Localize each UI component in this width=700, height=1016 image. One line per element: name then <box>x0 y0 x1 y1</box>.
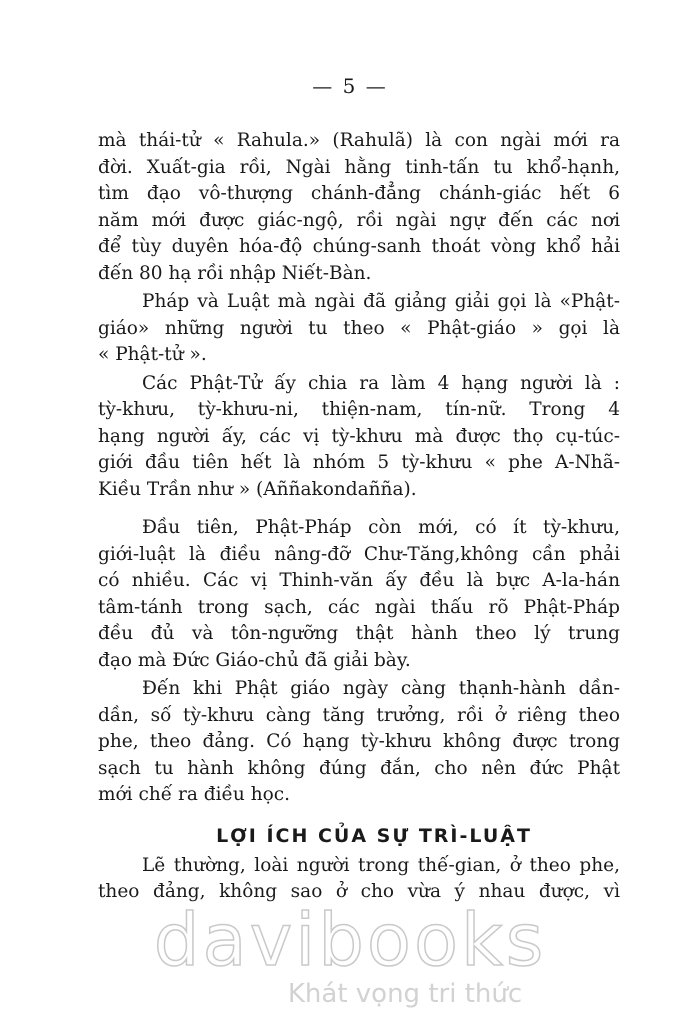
paragraph-4 <box>98 515 620 674</box>
text-line: Kiều Trần như » (Aññakondañña). <box>98 478 417 500</box>
text-line: theo đảng, không sao ở cho vừa ý nhau được, vì <box>98 881 620 902</box>
text-line: phe, theo đảng. Có hạng tỳ-khưu không được trong <box>98 731 620 752</box>
watermark-tagline: Khát vọng tri thức <box>287 979 523 1009</box>
text-line: giáo» những người tu theo « Phật-giáo » gọi là <box>98 317 620 339</box>
text-line: đều đủ và tôn-ngưỡng thật hành theo lý trung <box>98 623 620 644</box>
text-line: tâm-tánh trong sạch, các ngài thấu rõ Phật-Pháp <box>98 596 620 618</box>
text-line: mà thái-tử « Rahula.» (Rahulã) là con ngài mới ra <box>98 130 620 151</box>
text-line: đến 80 hạ rồi nhập Niết-Bàn. <box>98 262 372 284</box>
section-heading: LỢI ÍCH CỦA SỰ TRÌ-LUẬT <box>216 824 532 847</box>
text-line: hạng người ấy, các vị tỳ-khưu mà được thọ cụ-túc- <box>98 425 620 447</box>
text-line: có nhiều. Các vị Thinh-văn ấy đều là bực A-la-hán <box>98 570 620 591</box>
watermark-brand: davibooks <box>153 898 547 982</box>
text-line: Các Phật-Tử ấy chia ra làm 4 hạng người là : <box>142 372 620 394</box>
text-line: đời. Xuất-gia rồi, Ngài hằng tinh-tấn tu khổ-hạnh, <box>98 156 620 178</box>
text-line: tỳ-khưu, tỳ-khưu-ni, thiện-nam, tín-nữ. Trong 4 <box>98 399 620 420</box>
page-number: — 5 — <box>312 74 388 98</box>
paragraph-5 <box>98 676 620 809</box>
text-line: Lẽ thường, loài người trong thế-gian, ở theo phe, <box>142 854 620 876</box>
text-line: giới đầu tiên hết là nhóm 5 tỳ-khưu « phe A-Nhã- <box>98 452 620 473</box>
text-line: Pháp và Luật mà ngài đã giảng giải gọi là «Phật- <box>142 291 620 312</box>
text-line: giới-luật là điều nâng-đỡ Chư-Tăng,không cần phải <box>98 543 620 565</box>
text-line: đạo mà Đức Giáo-chủ đã giải bày. <box>98 649 411 671</box>
text-line: dần, số tỳ-khưu càng tăng trưởng, rồi ở riêng theo <box>98 704 620 726</box>
text-line: mới chế ra điều học. <box>98 784 291 805</box>
text-line: Đầu tiên, Phật-Pháp còn mới, có ít tỳ-khưu, <box>142 517 620 538</box>
text-line: « Phật-tử ». <box>98 344 207 365</box>
paragraph-2 <box>98 289 620 369</box>
text-line: Đến khi Phật giáo ngày càng thạnh-hành dần- <box>142 678 620 699</box>
paragraph-3 <box>98 371 620 504</box>
text-line: tìm đạo vô-thượng chánh-đẳng chánh-giác hết 6 <box>98 183 620 204</box>
text-line: năm mới được giác-ngộ, rồi ngài ngự đến các nơi <box>98 209 620 231</box>
text-line: để tùy duyên hóa-độ chúng-sanh thoát vòng khổ hải <box>98 236 620 257</box>
body-text <box>98 128 620 906</box>
paragraph-1 <box>98 128 620 287</box>
text-line: sạch tu hành không đúng đắn, cho nên đức Phật <box>98 757 620 779</box>
